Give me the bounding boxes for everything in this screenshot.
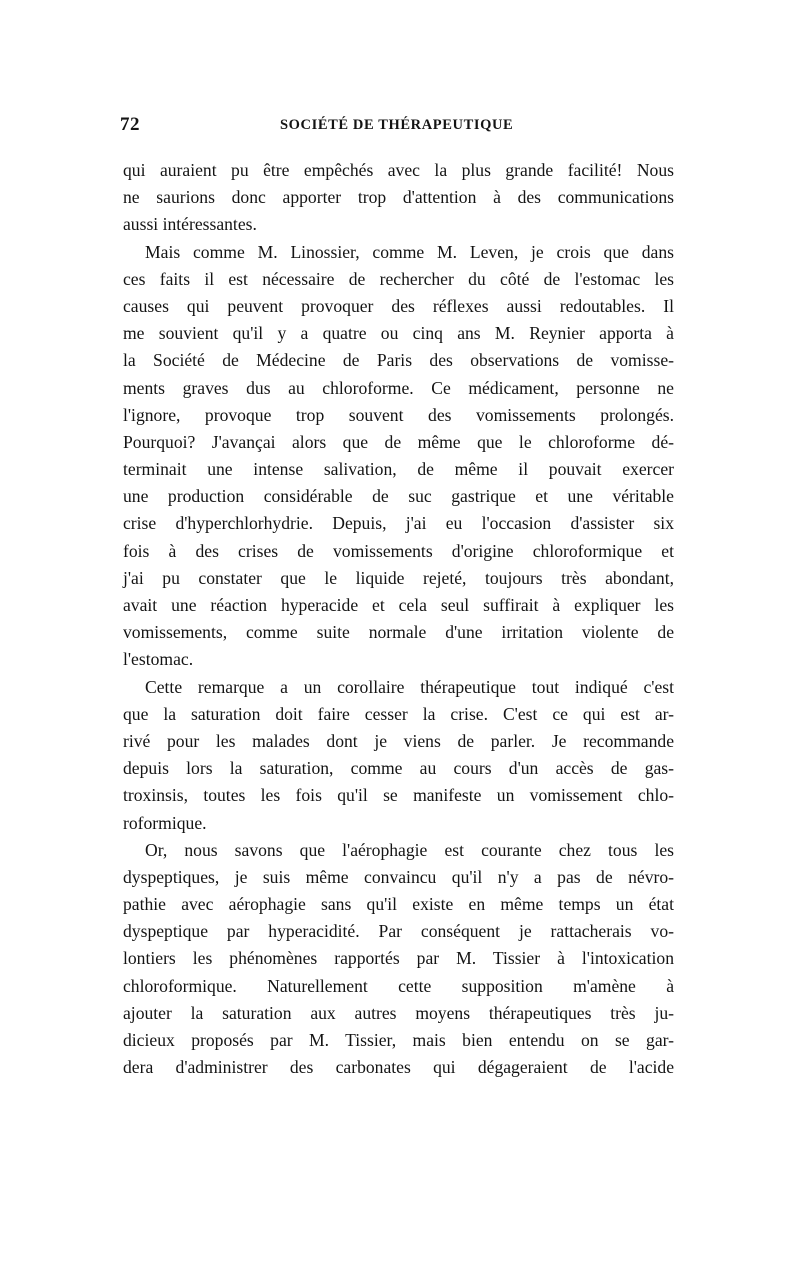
text-line: avait une réaction hyperacide et cela seul suffirait à expliquer les [123,595,674,615]
text-line: dyspeptique par hyperacidité. Par conséquent je rattacherais vo- [123,921,674,942]
text-line: j'ai pu constater que le liquide rejeté, toujours très abondant, [123,567,674,588]
text-line: causes qui peuvent provoquer des réflexes aussi redoutables. Il [123,295,674,316]
text-line: crise d'hyperchlorhydrie. Depuis, j'ai eu l'occasion d'assister six [123,513,674,534]
text-line: l'ignore, provoque trop souvent des vomissements prolongés. [123,404,674,425]
text-line: Cette remarque a un corollaire thérapeutique tout indiqué c'est [145,676,674,697]
text-line: ments graves dus au chloroforme. Ce médicament, personne ne [123,377,674,398]
text-line: me souvient qu'il y a quatre ou cinq ans M. Reynier apporta à [123,323,674,344]
text-line: aussi intéressantes. [123,214,257,235]
text-line: qui auraient pu être empêchés avec la plus grande facilité! Nous [123,160,674,180]
text-line: ajouter la saturation aux autres moyens thérapeutiques très ju- [123,1002,674,1023]
text-line: chloroformique. Naturellement cette supposition m'amène à [123,975,674,996]
text-line: pathie avec aérophagie sans qu'il existe en même temps un état [123,894,674,915]
text-line: lontiers les phénomènes rapportés par M. Tissier à l'intoxication [123,948,674,969]
text-line: depuis lors la saturation, comme au cours d'un accès de gas- [123,758,674,779]
text-line: Mais comme M. Linossier, comme M. Leven, je crois que dans [145,241,674,262]
text-line: ces faits il est nécessaire de rechercher du côté de l'estomac les [123,268,674,289]
text-line: dyspeptiques, je suis même convaincu qu'il n'y a pas de névro- [123,866,674,887]
text-line: vomissements, comme suite normale d'une irritation violente de [123,622,674,643]
text-line: terminait une intense salivation, de même il pouvait exercer [123,459,674,480]
text-line: dera d'administrer des carbonates qui dégageraient de l'acide [123,1057,674,1078]
text-line: dicieux proposés par M. Tissier, mais bien entendu on se gar- [123,1030,674,1050]
page-number: 72 [120,114,140,135]
running-title: SOCIÉTÉ DE THÉRAPEUTIQUE [280,117,514,133]
text-line: que la saturation doit faire cesser la crise. C'est ce qui est ar- [123,703,674,724]
text-line: l'estomac. [123,649,194,670]
text-line: rivé pour les malades dont je viens de parler. Je recommande [123,730,674,751]
running-head [120,114,672,138]
text-line: roformique. [123,812,207,833]
text-line: la Société de Médecine de Paris des observations de vomisse- [123,350,674,371]
body-text [123,157,674,1081]
text-line: ne saurions donc apporter trop d'attention à des communications [123,187,674,208]
text-line: une production considérable de suc gastrique et une véritable [123,486,674,507]
text-line: fois à des crises de vomissements d'origine chloroformique et [123,540,674,561]
text-line: Or, nous savons que l'aérophagie est courante chez tous les [145,839,674,860]
text-line: troxinsis, toutes les fois qu'il se manifeste un vomissement chlo- [123,785,674,806]
text-line: Pourquoi? J'avançai alors que de même que le chloroforme dé- [123,431,674,452]
